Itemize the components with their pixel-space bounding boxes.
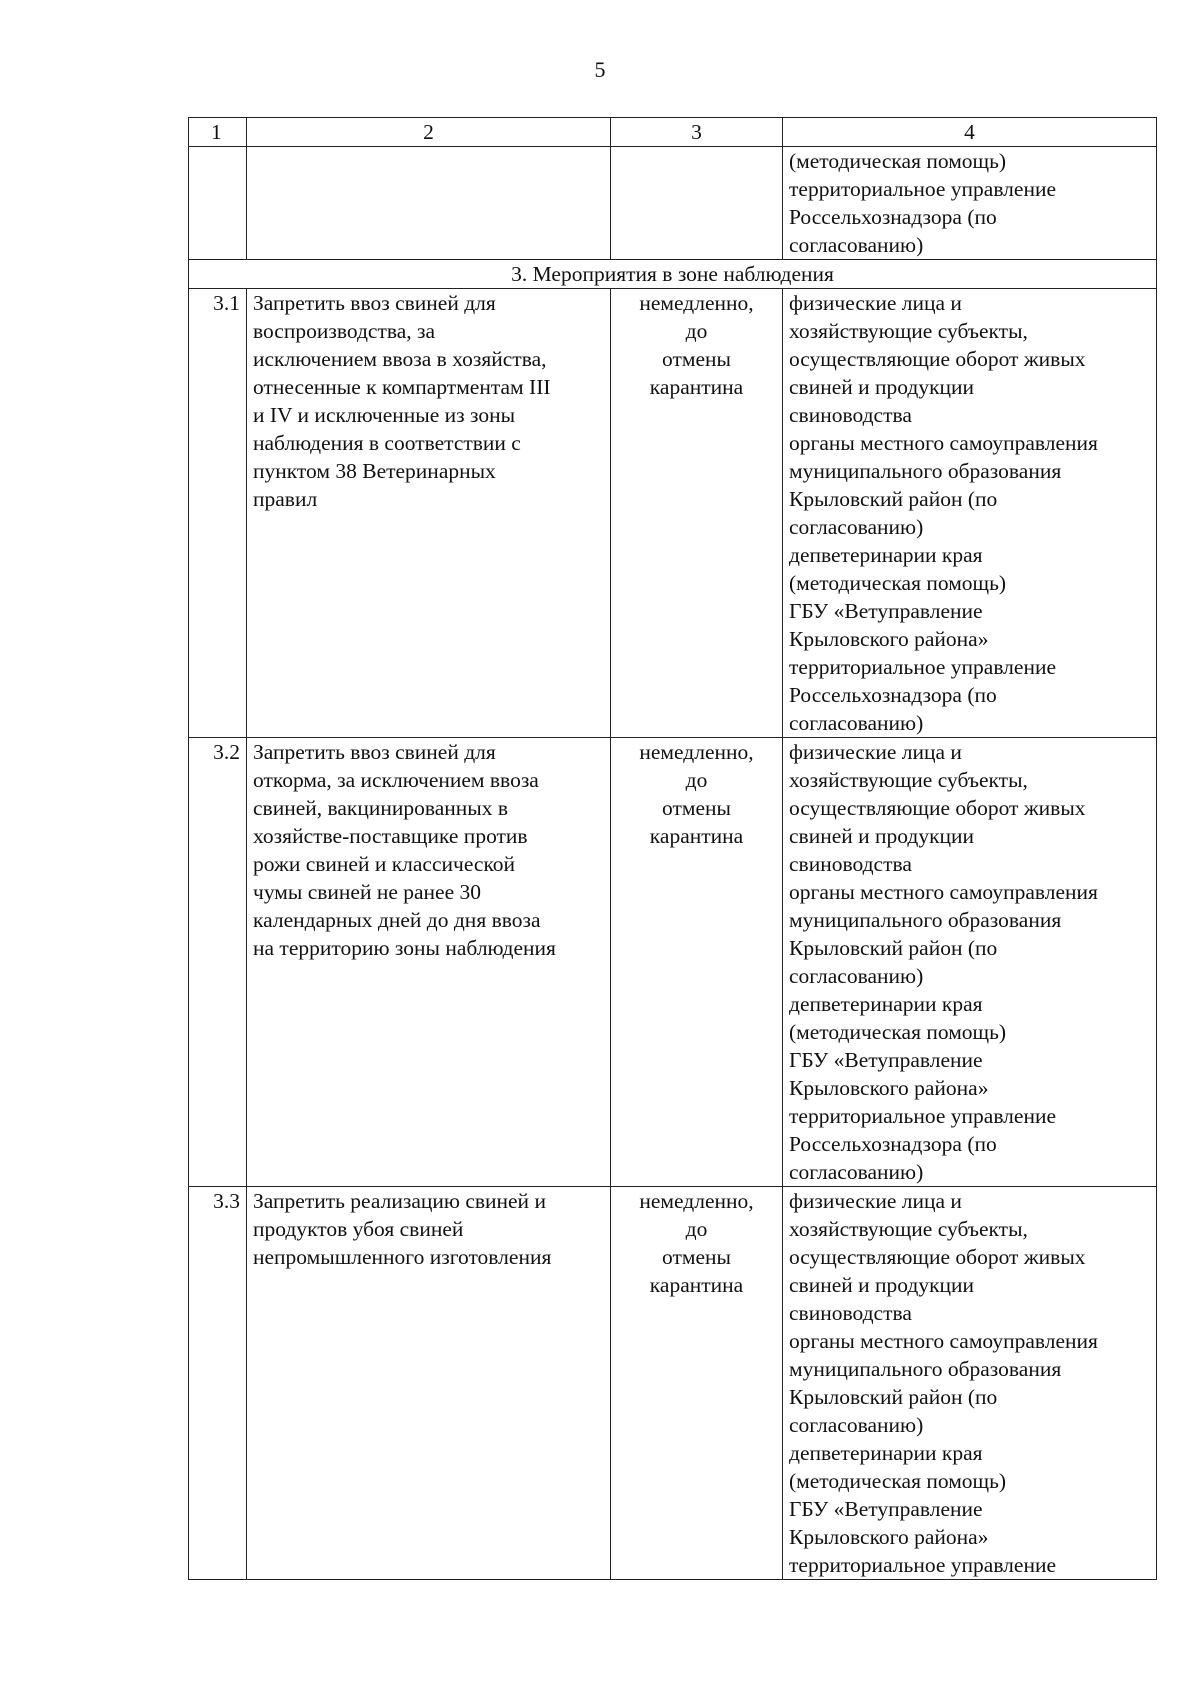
responsible-line: Крыловский район (по (789, 1385, 998, 1409)
responsible-line: хозяйствующие субъекты, (789, 1217, 1028, 1241)
responsible-line: ГБУ «Ветуправление (789, 1048, 983, 1072)
responsible-line: органы местного самоуправления (789, 431, 1098, 455)
table-header-row (189, 118, 1157, 147)
responsible-line: депветеринарии края (789, 1441, 983, 1465)
row-number-cell: 3.1 (189, 289, 247, 738)
responsible-line: согласованию) (789, 1160, 924, 1184)
measure-line: чумы свиней не ранее 30 (253, 880, 482, 904)
responsible-line: осуществляющие оборот живых (789, 796, 1086, 820)
column-number-2: 2 (247, 118, 611, 147)
responsible-line: Крыловского района» (789, 1525, 989, 1549)
measure-line: продуктов убоя свиней (253, 1217, 464, 1241)
responsible-line: (методическая помощь) (789, 571, 1007, 595)
term-line: отмены (662, 796, 731, 820)
responsible-line: хозяйствующие субъекты, (789, 319, 1028, 343)
responsible-line: депветеринарии края (789, 992, 983, 1016)
column-number-1: 1 (189, 118, 247, 147)
responsible-line: согласованию) (789, 515, 924, 539)
responsible-line: физические лица и (789, 291, 962, 315)
measure-line: воспроизводства, за (253, 319, 436, 343)
measure-line: на территорию зоны наблюдения (253, 936, 556, 960)
responsible-line: территориальное управление (789, 1553, 1057, 1577)
responsible-line: территориальное управление (789, 177, 1057, 201)
responsible-line: физические лица и (789, 740, 962, 764)
responsible-line: депветеринарии края (789, 543, 983, 567)
term-line: до (685, 768, 708, 792)
continuation-responsible-cell (783, 147, 1157, 260)
measure-rows (189, 289, 1157, 1580)
responsible-line: физические лица и (789, 1189, 962, 1213)
measure-line: наблюдения в соответствии с (253, 431, 521, 455)
term-line: карантина (649, 1273, 744, 1297)
responsible-line: Крыловский район (по (789, 487, 998, 511)
measure-line: свиней, вакцинированных в (253, 796, 509, 820)
responsible-line: территориальное управление (789, 1104, 1057, 1128)
responsible-line: Россельхознадзора (по (789, 205, 997, 229)
responsible-line: органы местного самоуправления (789, 1329, 1098, 1353)
measure-cell (247, 289, 611, 738)
measures-table (188, 117, 1157, 1580)
term-cell (611, 738, 783, 1187)
responsible-line: территориальное управление (789, 655, 1057, 679)
responsible-line: согласованию) (789, 711, 924, 735)
term-line: немедленно, (639, 1189, 754, 1213)
table-row (189, 738, 1157, 1187)
measure-cell (247, 738, 611, 1187)
responsible-line: муниципального образования (789, 908, 1062, 932)
responsible-line: ГБУ «Ветуправление (789, 1497, 983, 1521)
responsible-line: свиноводства (789, 852, 912, 876)
responsible-line: ГБУ «Ветуправление (789, 599, 983, 623)
term-line: отмены (662, 347, 731, 371)
term-cell (611, 289, 783, 738)
responsible-line: осуществляющие оборот живых (789, 347, 1086, 371)
section-title: 3. Мероприятия в зоне наблюдения (189, 260, 1157, 289)
measure-line: правил (253, 487, 318, 511)
term-line: карантина (649, 824, 744, 848)
column-number-4: 4 (783, 118, 1157, 147)
section-header-row (189, 260, 1157, 289)
responsible-line: Крыловский район (по (789, 936, 998, 960)
row-number-cell: 3.2 (189, 738, 247, 1187)
responsible-line: свиней и продукции (789, 1273, 975, 1297)
term-line: отмены (662, 1245, 731, 1269)
measure-line: Запретить ввоз свиней для (253, 291, 496, 315)
responsible-line: свиней и продукции (789, 824, 975, 848)
responsible-line: (методическая помощь) (789, 1020, 1007, 1044)
responsible-cell (783, 289, 1157, 738)
responsible-line: свиноводства (789, 403, 912, 427)
row-number-cell: 3.3 (189, 1187, 247, 1580)
continuation-row (189, 147, 1157, 260)
responsible-line: муниципального образования (789, 459, 1062, 483)
measure-cell (247, 1187, 611, 1580)
measure-line: пунктом 38 Ветеринарных (253, 459, 496, 483)
measure-line: рожи свиней и классической (253, 852, 516, 876)
page-number: 5 (594, 57, 606, 82)
responsible-line: согласованию) (789, 1413, 924, 1437)
measure-line: календарных дней до дня ввоза (253, 908, 541, 932)
responsible-cell (783, 1187, 1157, 1580)
responsible-line: Крыловского района» (789, 1076, 989, 1100)
term-line: немедленно, (639, 291, 754, 315)
responsible-line: Россельхознадзора (по (789, 683, 997, 707)
term-line: до (685, 1217, 708, 1241)
continuation-term-cell (611, 147, 783, 260)
responsible-line: (методическая помощь) (789, 1469, 1007, 1493)
table-row (189, 1187, 1157, 1580)
responsible-line: хозяйствующие субъекты, (789, 768, 1028, 792)
responsible-line: (методическая помощь) (789, 149, 1007, 173)
responsible-cell (783, 738, 1157, 1187)
responsible-line: согласованию) (789, 964, 924, 988)
measure-line: хозяйстве-поставщике против (253, 824, 528, 848)
responsible-line: муниципального образования (789, 1357, 1062, 1381)
term-line: карантина (649, 375, 744, 399)
column-number-3: 3 (611, 118, 783, 147)
responsible-line: свиноводства (789, 1301, 912, 1325)
term-line: немедленно, (639, 740, 754, 764)
measure-line: исключением ввоза в хозяйства, (253, 347, 547, 371)
measure-line: Запретить реализацию свиней и (253, 1189, 546, 1213)
term-cell (611, 1187, 783, 1580)
continuation-measure-cell (247, 147, 611, 260)
term-line: до (685, 319, 708, 343)
measure-line: и IV и исключенные из зоны (253, 403, 516, 427)
measure-line: непромышленного изготовления (253, 1245, 552, 1269)
responsible-line: свиней и продукции (789, 375, 975, 399)
measure-line: откорма, за исключением ввоза (253, 768, 539, 792)
responsible-line: согласованию) (789, 233, 924, 257)
table-row (189, 289, 1157, 738)
responsible-line: органы местного самоуправления (789, 880, 1098, 904)
responsible-line: осуществляющие оборот живых (789, 1245, 1086, 1269)
continuation-num-cell (189, 147, 247, 260)
responsible-line: Россельхознадзора (по (789, 1132, 997, 1156)
responsible-line: Крыловского района» (789, 627, 989, 651)
measure-line: отнесенные к компартментам III (253, 375, 551, 399)
measure-line: Запретить ввоз свиней для (253, 740, 496, 764)
